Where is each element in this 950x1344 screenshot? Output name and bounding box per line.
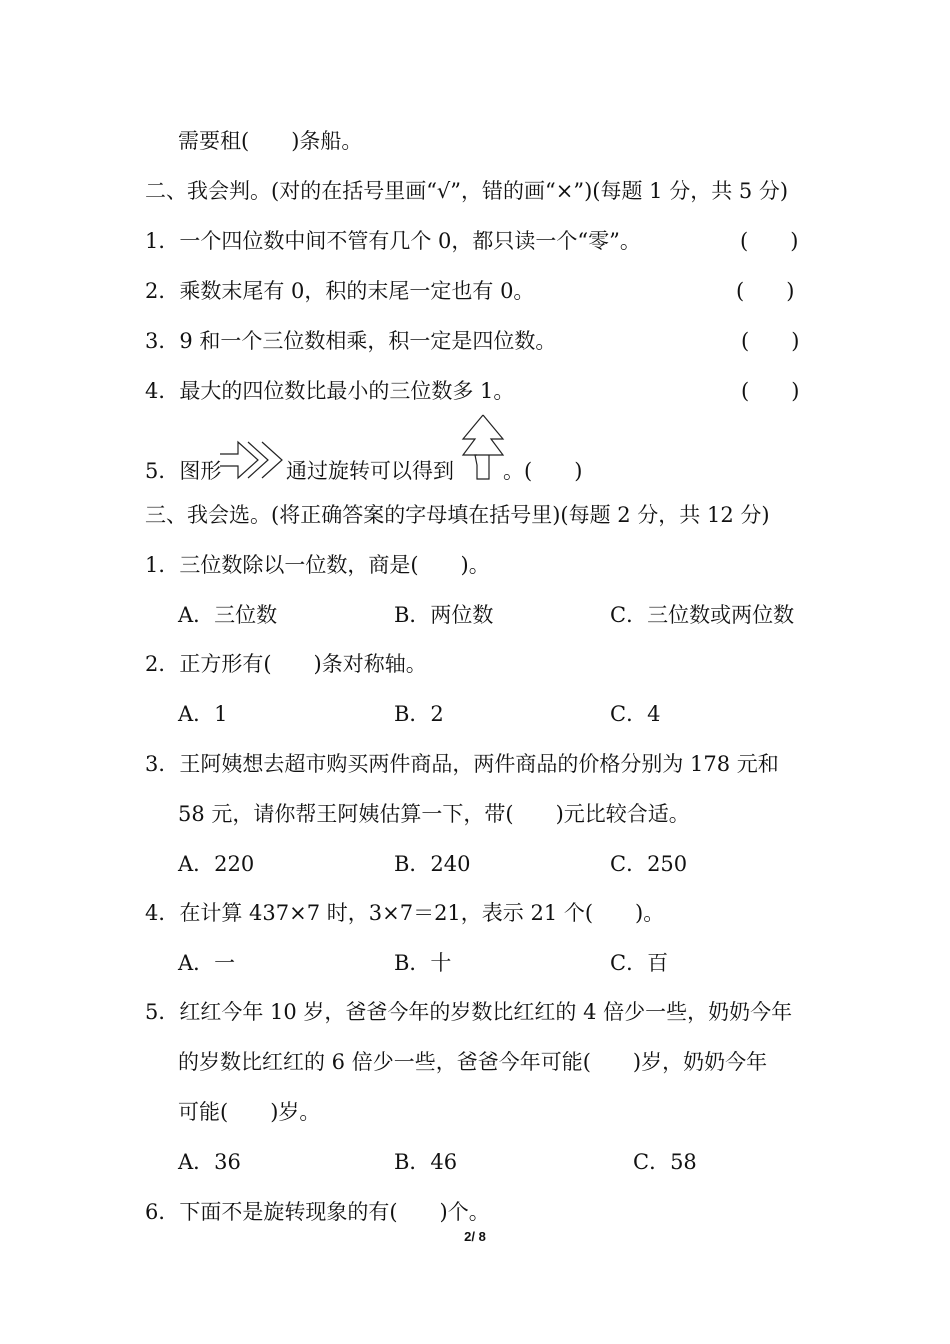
- judge-answer-blank-1[interactable]: ( ): [740, 229, 799, 253]
- choice-2-option-c[interactable]: C．4: [610, 702, 661, 726]
- choice-question-2: 2．正方形有( )条对称轴。: [145, 652, 427, 676]
- choice-5-option-a[interactable]: A．36: [178, 1150, 241, 1174]
- choice-4-option-c[interactable]: C．百: [610, 951, 669, 975]
- judge-item-5-middle: 通过旋转可以得到: [286, 459, 454, 483]
- choice-2-option-b[interactable]: B．2: [394, 702, 444, 726]
- choice-2-option-a[interactable]: A．1: [178, 702, 228, 726]
- arrow-up-figure-icon: [461, 413, 505, 483]
- judge-item-2: 2．乘数末尾有 0，积的末尾一定也有 0。: [145, 279, 535, 303]
- choice-question-5-line-3: 可能( )岁。: [178, 1100, 321, 1124]
- choice-4-option-b[interactable]: B．十: [394, 951, 452, 975]
- choice-question-1: 1．三位数除以一位数，商是( )。: [145, 553, 490, 577]
- rent-boat-line: 需要租( )条船。: [178, 129, 363, 153]
- judge-item-4: 4．最大的四位数比最小的三位数多 1。: [145, 379, 515, 403]
- judge-item-1: 1．一个四位数中间不管有几个 0，都只读一个“零”。: [145, 229, 641, 253]
- choice-question-6: 6．下面不是旋转现象的有( )个。: [145, 1200, 490, 1224]
- choice-question-3-line-2: 58 元，请你帮王阿姨估算一下，带( )元比较合适。: [178, 802, 690, 826]
- judge-answer-blank-3[interactable]: ( ): [741, 329, 800, 353]
- choice-question-5-line-1: 5．红红今年 10 岁，爸爸今年的岁数比红红的 4 倍少一些，奶奶今年: [145, 1000, 793, 1024]
- choice-3-option-b[interactable]: B．240: [394, 852, 471, 876]
- choice-question-5-line-2: 的岁数比红红的 6 倍少一些，爸爸今年可能( )岁，奶奶今年: [178, 1050, 768, 1074]
- choice-5-option-c[interactable]: C．58: [633, 1150, 697, 1174]
- choice-question-4: 4．在计算 437×7 时，3×7＝21，表示 21 个( )。: [145, 901, 665, 925]
- choice-1-option-c[interactable]: C．三位数或两位数: [610, 603, 795, 627]
- choice-3-option-c[interactable]: C．250: [610, 852, 688, 876]
- page-number: 2/ 8: [464, 1229, 486, 1244]
- section-2-heading: 二、我会判。(对的在括号里画“√”，错的画“×”)(每题 1 分，共 5 分): [145, 179, 789, 203]
- choice-question-3-line-1: 3．王阿姨想去超市购买两件商品，两件商品的价格分别为 178 元和: [145, 752, 779, 776]
- judge-answer-blank-4[interactable]: ( ): [741, 379, 800, 403]
- choice-1-option-b[interactable]: B．两位数: [394, 603, 494, 627]
- choice-3-option-a[interactable]: A．220: [178, 852, 255, 876]
- double-arrow-right-figure-icon: [218, 440, 286, 480]
- choice-5-option-b[interactable]: B．46: [394, 1150, 458, 1174]
- judge-answer-blank-2[interactable]: ( ): [736, 279, 795, 303]
- section-3-heading: 三、我会选。(将正确答案的字母填在括号里)(每题 2 分，共 12 分): [145, 503, 770, 527]
- judge-item-3: 3．9 和一个三位数相乘，积一定是四位数。: [145, 329, 557, 353]
- judge-item-5-start: 5．图形: [145, 459, 222, 483]
- judge-item-5-end: 。( ): [503, 459, 583, 483]
- choice-4-option-a[interactable]: A．一: [178, 951, 236, 975]
- choice-1-option-a[interactable]: A．三位数: [178, 603, 278, 627]
